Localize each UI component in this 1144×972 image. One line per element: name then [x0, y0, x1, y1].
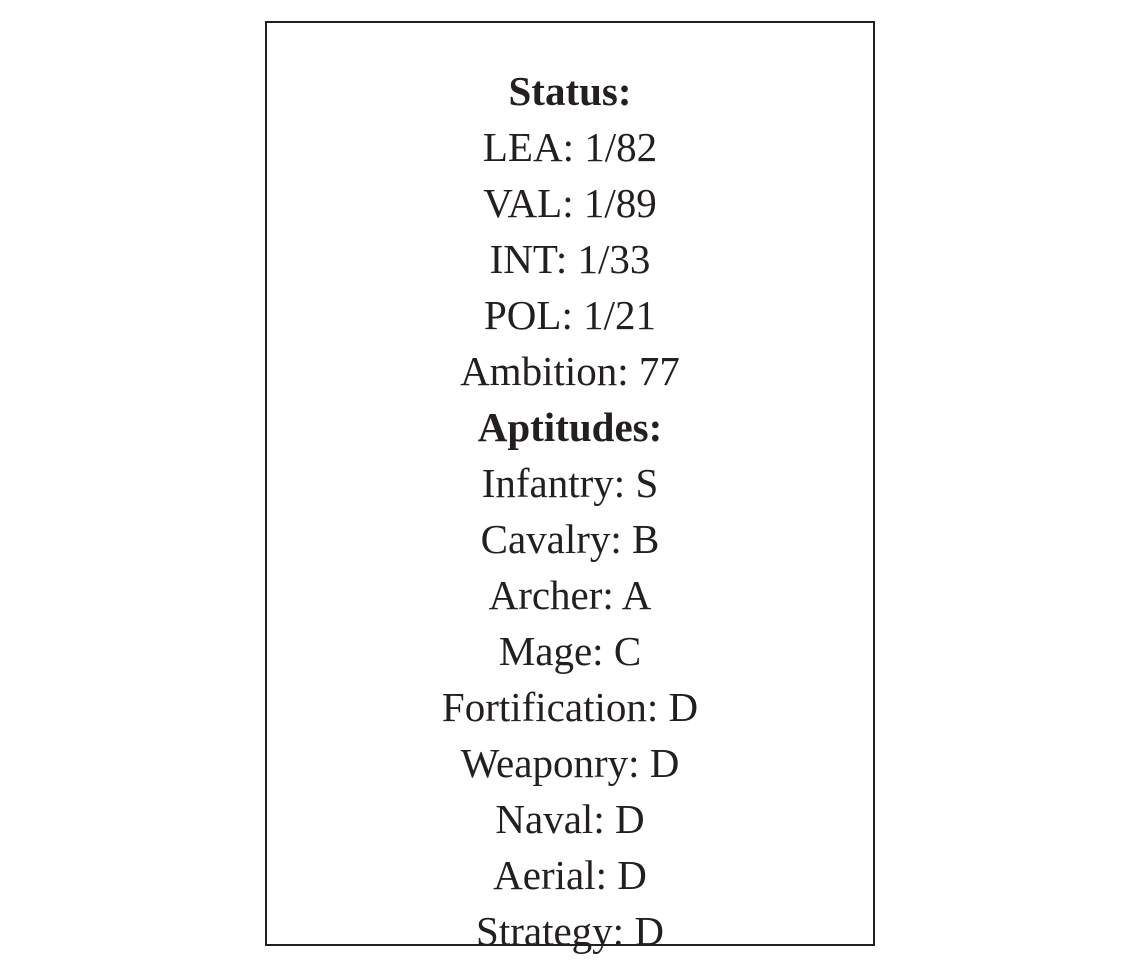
aptitude-archer: Archer: A — [488, 572, 652, 618]
stat-lea: LEA: 1/82 — [482, 124, 658, 170]
status-lines — [267, 63, 873, 959]
stat-int: INT: 1/33 — [489, 236, 651, 282]
status-heading: Status: — [508, 68, 632, 114]
aptitude-strategy: Strategy: D — [476, 908, 664, 954]
stat-val: VAL: 1/89 — [483, 180, 657, 226]
aptitude-weaponry: Weaponry: D — [460, 740, 680, 786]
stat-ambition: Ambition: 77 — [460, 348, 680, 394]
aptitude-cavalry: Cavalry: B — [480, 516, 660, 562]
aptitude-infantry: Infantry: S — [481, 460, 659, 506]
stat-pol: POL: 1/21 — [484, 292, 656, 338]
aptitude-aerial: Aerial: D — [493, 852, 647, 898]
aptitude-naval: Naval: D — [495, 796, 645, 842]
aptitude-mage: Mage: C — [498, 628, 642, 674]
aptitudes-heading: Aptitudes: — [477, 404, 663, 450]
aptitude-fortification: Fortification: D — [441, 684, 699, 730]
status-box — [265, 21, 875, 954]
